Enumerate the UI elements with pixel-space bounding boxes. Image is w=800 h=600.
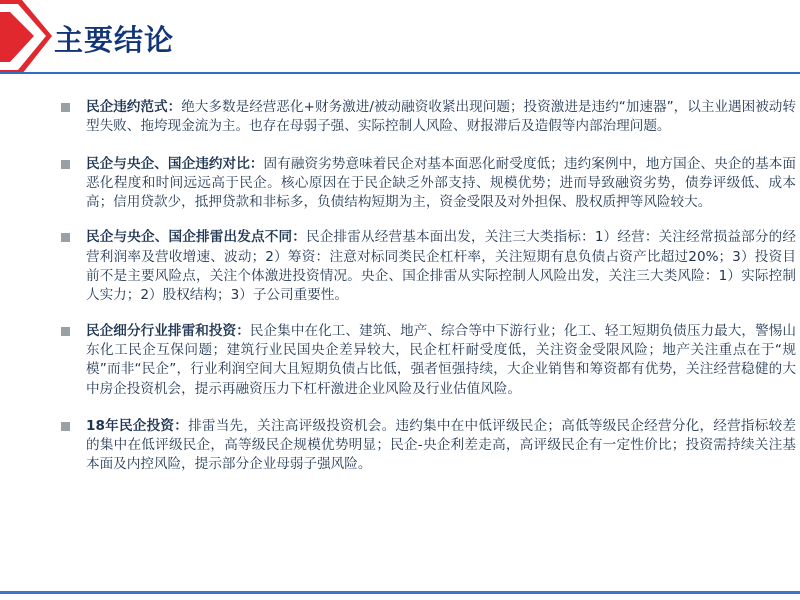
header-divider (0, 72, 800, 74)
square-bullet-icon (61, 160, 70, 169)
bullet-text: 绝大多数是经营恶化+财务激进/被动融资收紧出现问题；投资激进是违约“加速器”，以主业遇困被动转型失败、拖垮现金流为主。也存在母弱子强、实际控制人风险、财报滞后及造假等内部治理问题。 (86, 99, 797, 135)
list-item (56, 322, 796, 399)
list-item (56, 228, 796, 305)
square-bullet-icon (61, 327, 70, 336)
conclusion-list (56, 98, 796, 493)
page-title: 主要结论 (54, 23, 175, 57)
square-bullet-icon (61, 233, 70, 242)
bullet-lead: 民企与央企、国企违约对比： (86, 155, 264, 172)
bullet-lead: 民企细分行业排雷和投资： (86, 322, 250, 339)
list-item (56, 98, 796, 137)
bullet-lead: 民企违约范式： (86, 99, 182, 115)
list-item (56, 155, 796, 213)
bullet-text: 固有融资劣势意味着民企对基本面恶化耐受度低；违约案例中，地方国企、央企的基本面恶化程度和时间远远高于民企。核心原因在于民企缺乏外部支持、规模优势；进而导致融资劣势，债券评级低、成本高；信用贷款少，抵押贷款和非标多，负债结构短期为主，资金受限及对外担保、股权质押等风险较大。 (86, 155, 796, 211)
list-item (56, 417, 796, 475)
bullet-lead: 18年民企投资： (86, 417, 189, 434)
bullet-text: 民企排雷从经营基本面出发，关注三大类指标：1）经营：关注经常损益部分的经营利润率及营收增速、波动；2）筹资：注意对标同类民企杠杆率，关注短期有息负债占资产比超过20%；3）投资目前不是主要风险点，关注个体激进投资情况。央企、国企排雷从实际控制人风险出发，关注三大类风险：1）实际控制人实力；2）股权结构；3）子公司重要性。 (86, 229, 796, 304)
bullet-lead: 民企与央企、国企排雷出发点不同： (86, 229, 307, 246)
bullet-text: 排雷当先，关注高评级投资机会。违约集中在中低评级民企；高低等级民企经营分化，经营指标较差的集中在低评级民企，高等级民企规模优势明显；民企-央企利差走高，高评级民企有一定性价比；投资需持续关注基本面及内控风险，提示部分企业母弱子强风险。 (86, 417, 796, 473)
bullet-text: 民企集中在化工、建筑、地产、综合等中下游行业；化工、轻工短期负债压力最大，警惕山东化工民企互保问题；建筑行业民国央企差异较大，民企杠杆耐受度低，关注资金受限风险；地产关注重点在于“规模”而非“民企”，行业利润空间大且短期负债占比低，强者恒强持续，大企业销售和筹资都有优势，关注经营稳健的大中房企投资机会，提示再融资压力下杠杆激进企业风险及行业估值风险。 (86, 322, 796, 397)
corner-decoration (0, 0, 60, 80)
square-bullet-icon (61, 422, 70, 431)
square-bullet-icon (61, 103, 70, 112)
footer-divider (0, 591, 800, 594)
